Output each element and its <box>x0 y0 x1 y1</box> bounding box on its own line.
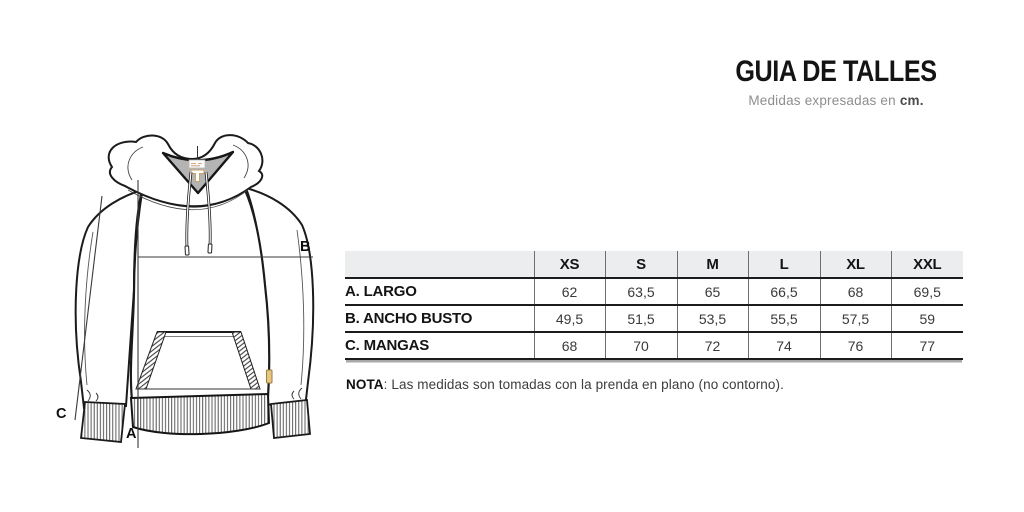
table-row-mangas <box>345 332 963 359</box>
value-cell: 77 <box>891 332 963 359</box>
value-cell: 69,5 <box>891 278 963 305</box>
value-cell: 59 <box>891 305 963 332</box>
subtitle-unit: cm. <box>899 92 924 108</box>
note <box>346 377 784 392</box>
page-subtitle <box>686 93 986 108</box>
value-cell: 66,5 <box>748 278 820 305</box>
measure-label-a: A <box>126 426 137 442</box>
row-label-mangas: C. MANGAS <box>345 337 430 354</box>
note-text: : Las medidas son tomadas con la prenda en plano (no contorno). <box>383 377 784 392</box>
value-cell: 55,5 <box>748 305 820 332</box>
size-col-header-xxl: XXL <box>891 251 963 278</box>
measure-label-c: C <box>56 406 67 422</box>
size-table <box>345 251 963 360</box>
size-col-header-xl: XL <box>820 251 891 278</box>
value-cell: 49,5 <box>534 305 605 332</box>
value-cell: 70 <box>605 332 677 359</box>
value-cell: 62 <box>534 278 605 305</box>
table-row-largo <box>345 278 963 305</box>
corner-cell <box>345 251 534 278</box>
value-cell: 51,5 <box>605 305 677 332</box>
note-label: NOTA <box>346 377 384 392</box>
value-cell: 68 <box>534 332 605 359</box>
value-cell: 72 <box>677 332 748 359</box>
value-cell: 63,5 <box>605 278 677 305</box>
value-cell: 68 <box>820 278 891 305</box>
row-label-ancho-busto: B. ANCHO BUSTO <box>345 310 473 327</box>
size-col-header-s: S <box>605 251 677 278</box>
size-header-row <box>345 251 963 278</box>
hem-band <box>131 394 269 434</box>
value-cell: 76 <box>820 332 891 359</box>
value-cell: 65 <box>677 278 748 305</box>
side-tag <box>267 370 273 383</box>
value-cell: 57,5 <box>820 305 891 332</box>
size-col-header-m: M <box>677 251 748 278</box>
hoodie-diagram <box>40 130 330 460</box>
subtitle-text: Medidas expresadas en <box>748 92 896 108</box>
table-row-ancho-busto <box>345 305 963 332</box>
size-col-header-xs: XS <box>534 251 605 278</box>
value-cell: 53,5 <box>677 305 748 332</box>
size-col-header-l: L <box>748 251 820 278</box>
title-block <box>686 56 986 108</box>
hoodie-sketch <box>40 130 330 460</box>
row-label-largo: A. LARGO <box>345 283 417 300</box>
page-title: GUIA DE TALLES <box>735 55 937 88</box>
measure-label-b: B <box>300 239 311 255</box>
value-cell: 74 <box>748 332 820 359</box>
